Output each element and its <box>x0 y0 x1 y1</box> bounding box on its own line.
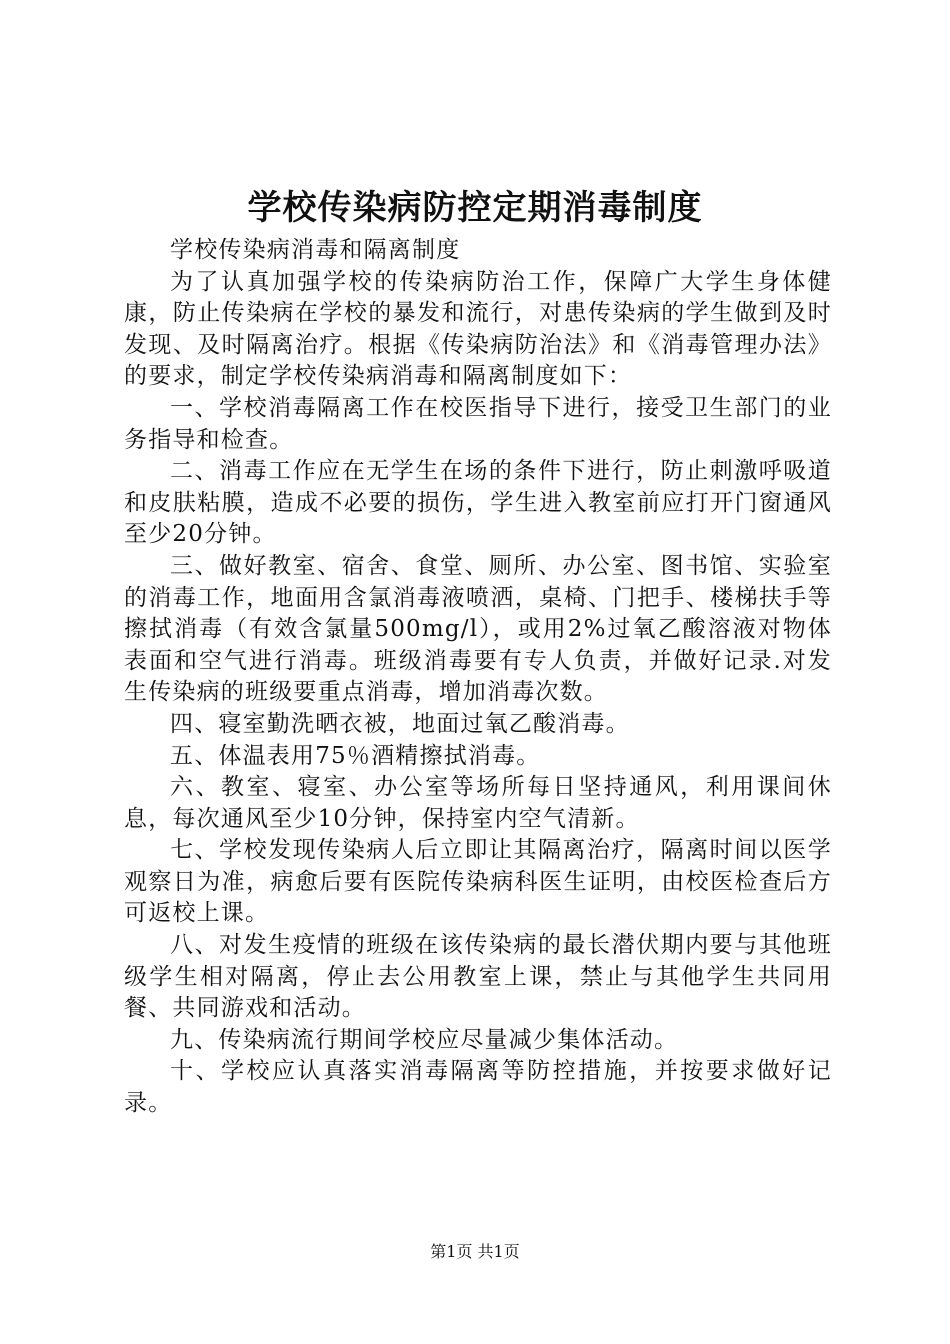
paragraph-item-5: 五、体温表用75％酒精擦拭消毒。 <box>170 742 541 769</box>
page-footer: 第1页 共1页 <box>430 1242 520 1261</box>
paragraph-item-10: 十、学校应认真落实消毒隔离等防控措施，并按要求做好记录。 <box>124 1058 832 1117</box>
paragraph-item-1: 一、学校消毒隔离工作在校医指导下进行，接受卫生部门的业务指导和检查。 <box>124 394 832 453</box>
paragraph-intro: 为了认真加强学校的传染病防治工作，保障广大学生身体健康，防止传染病在学校的暴发和流行，对患传染病的学生做到及时发现、及时隔离治疗。根据《传染病防治法》和《消毒管理办法》的要求，制定学校传染病消毒和隔离制度如下： <box>124 268 832 390</box>
document-title: 学校传染病防控定期消毒制度 <box>247 188 703 228</box>
paragraph-item-2: 二、消毒工作应在无学生在场的条件下进行，防止刺激呼吸道和皮肤粘膜，造成不必要的损伤，学生进入教室前应打开门窗通风至少20分钟。 <box>124 458 832 548</box>
paragraph-subtitle: 学校传染病消毒和隔离制度 <box>170 237 461 263</box>
paragraph-item-3: 三、做好教室、宿舍、食堂、厕所、办公室、图书馆、实验室的消毒工作，地面用含氯消毒液喷洒，桌椅、门把手、楼梯扶手等擦拭消毒（有效含氯量500mg/l），或用2%过氧乙酸溶液对物体表面和空气进行消毒。班级消毒要有专人负责，并做好记录.对发生传染病的班级要重点消毒，增加消毒次数。 <box>124 552 832 706</box>
paragraph-item-7: 七、学校发现传染病人后立即让其隔离治疗，隔离时间以医学观察日为准，病愈后要有医院传染病科医生证明，由校医检查后方可返校上课。 <box>124 837 832 927</box>
document-body <box>124 235 832 1120</box>
paragraph-item-8: 八、对发生疫情的班级在该传染病的最长潜伏期内要与其他班级学生相对隔离，停止去公用教室上课，禁止与其他学生共同用餐、共同游戏和活动。 <box>124 932 832 1022</box>
paragraph-item-9: 九、传染病流行期间学校应尽量减少集体活动。 <box>170 1026 679 1053</box>
paragraph-item-4: 四、寝室勤洗晒衣被，地面过氧乙酸消毒。 <box>170 710 630 737</box>
paragraph-item-6: 六、教室、寝室、办公室等场所每日坚持通风，利用课间休息，每次通风至少10分钟，保持室内空气清新。 <box>124 774 832 832</box>
